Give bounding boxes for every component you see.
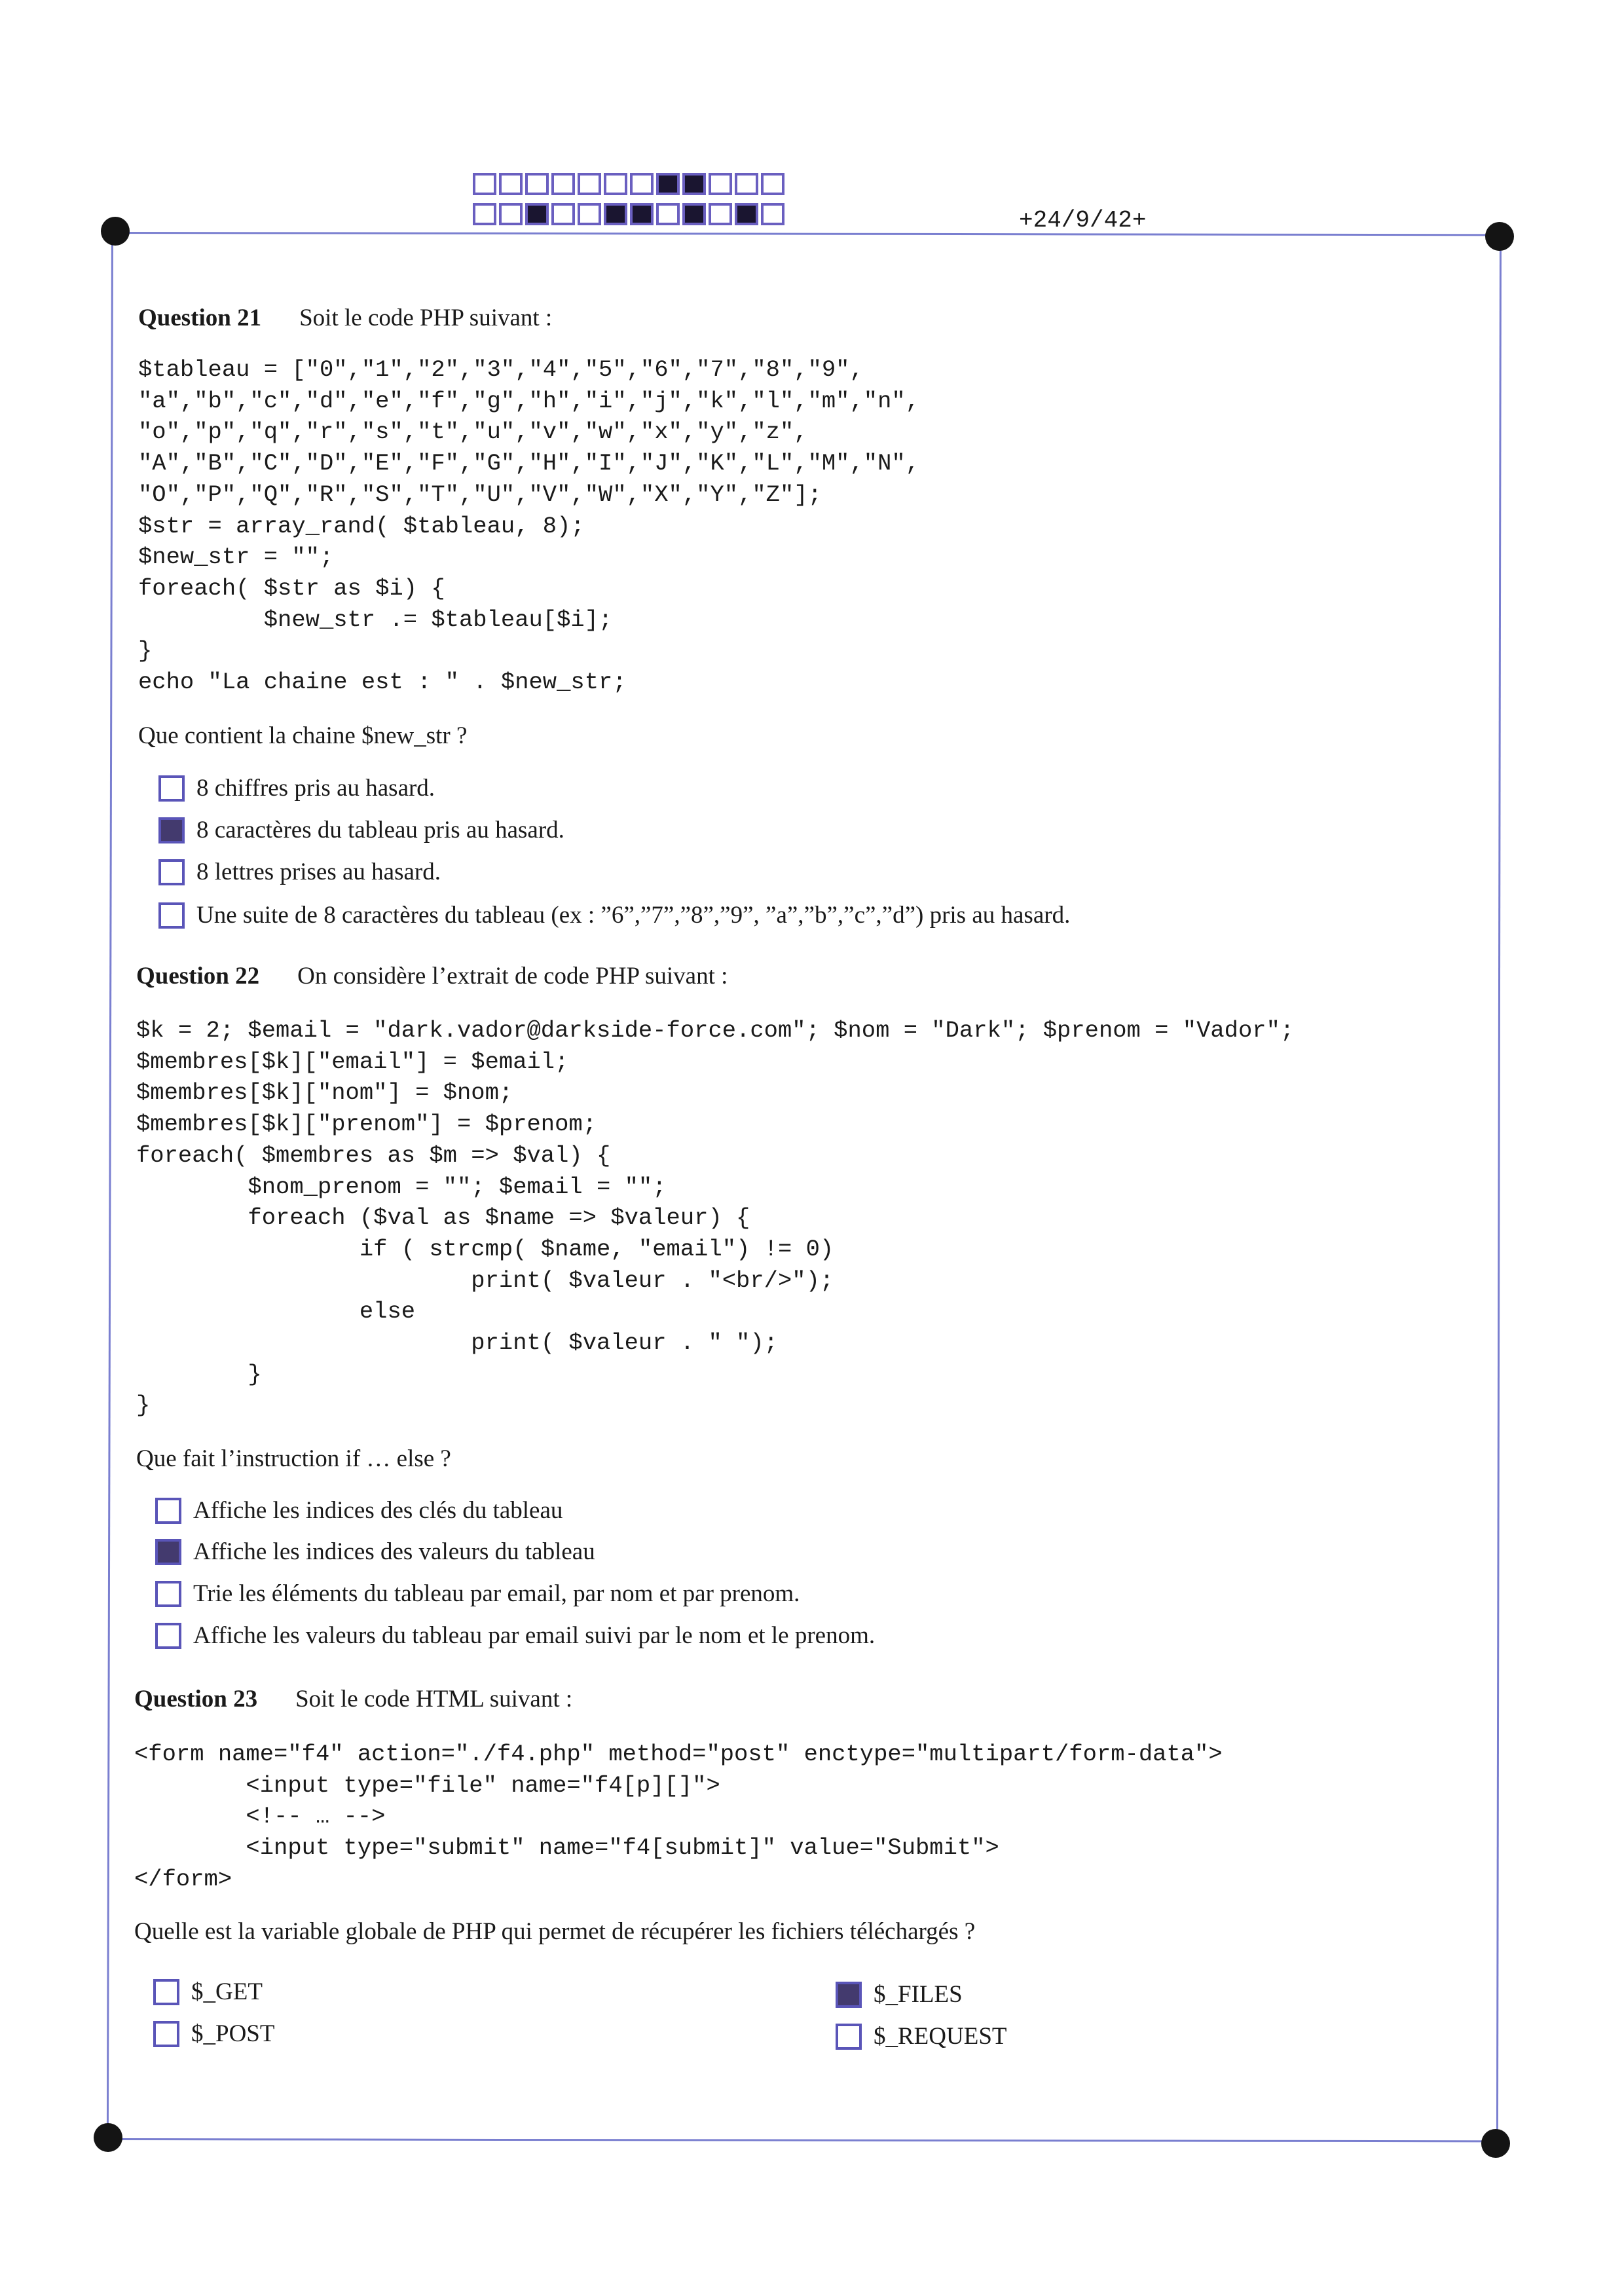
- answer-option[interactable]: [155, 1580, 800, 1608]
- answer-option[interactable]: [158, 901, 1070, 929]
- barcode-cell: [630, 173, 654, 195]
- frame-bottom-line: [107, 2138, 1498, 2142]
- answer-label: $_REQUEST: [874, 2023, 1007, 2050]
- checkbox[interactable]: [158, 817, 185, 843]
- question-23-header: [134, 1685, 572, 1713]
- answer-option[interactable]: [155, 1538, 595, 1566]
- answer-option[interactable]: [158, 858, 441, 886]
- question-21-header: [138, 304, 552, 332]
- checkbox[interactable]: [153, 1979, 179, 2005]
- answer-label: Affiche les indices des clés du tableau: [193, 1497, 563, 1524]
- checkbox[interactable]: [158, 775, 185, 802]
- barcode-cell: [499, 203, 523, 225]
- barcode-cell: [473, 173, 496, 195]
- answer-option[interactable]: [836, 2022, 1007, 2050]
- answer-option[interactable]: [836, 1980, 963, 2009]
- question-number: Question 21: [138, 305, 262, 331]
- corner-marker-top-left: [101, 217, 130, 246]
- question-23-code: <form name="f4" action="./f4.php" method="post" enctype="multipart/form-data"> <input type="file" name="f4[p][]"> <!-- … --> <input type="submit" name="f4[submit]" value="Submit"> </form>: [134, 1741, 1223, 1893]
- answer-option[interactable]: [155, 1496, 563, 1525]
- checkbox[interactable]: [155, 1581, 181, 1607]
- question-intro: Soit le code PHP suivant :: [299, 305, 553, 331]
- question-22-header: [136, 962, 728, 990]
- frame-left-line: [107, 233, 113, 2139]
- barcode-cell: [551, 203, 575, 225]
- barcode-cell: [709, 203, 732, 225]
- answer-label: $_FILES: [874, 1981, 963, 2008]
- checkbox[interactable]: [158, 902, 185, 929]
- corner-marker-bottom-right: [1481, 2129, 1510, 2158]
- question-22-prompt: Que fait l’instruction if … else ?: [136, 1445, 451, 1472]
- barcode-cell: [604, 173, 627, 195]
- answer-label: Affiche les indices des valeurs du tableau: [193, 1538, 595, 1565]
- barcode-cell: [551, 173, 575, 195]
- barcode-cell: [735, 173, 758, 195]
- barcode-row-1: [473, 173, 787, 195]
- checkbox[interactable]: [836, 1982, 862, 2008]
- answer-label: $_POST: [191, 2020, 275, 2047]
- checkbox[interactable]: [155, 1498, 181, 1524]
- barcode-cell: [473, 203, 496, 225]
- answer-option[interactable]: [153, 1978, 263, 2006]
- answer-label: 8 caractères du tableau pris au hasard.: [196, 817, 564, 843]
- frame-top-line: [111, 232, 1501, 236]
- checkbox[interactable]: [836, 2024, 862, 2050]
- question-23-prompt: Quelle est la variable globale de PHP qui permet de récupérer les fichiers téléchargés ?: [134, 1918, 976, 1945]
- checkbox[interactable]: [155, 1539, 181, 1565]
- barcode-cell: [525, 173, 549, 195]
- barcode-cell: [656, 173, 680, 195]
- question-intro: Soit le code HTML suivant :: [295, 1686, 573, 1713]
- barcode-cell: [761, 173, 784, 195]
- page-id: +24/9/42+: [1019, 207, 1147, 234]
- barcode-cell: [761, 203, 784, 225]
- barcode-row-2: [473, 203, 787, 225]
- question-number: Question 22: [136, 963, 260, 990]
- question-21-prompt: Que contient la chaine $new_str ?: [138, 722, 468, 749]
- checkbox[interactable]: [153, 2021, 179, 2047]
- checkbox[interactable]: [155, 1623, 181, 1649]
- barcode-cell: [630, 203, 654, 225]
- question-22-code: $k = 2; $email = "dark.vador@darkside-force.com"; $nom = "Dark"; $prenom = "Vador"; $membres[$k]["email"] = $email; $membres[$k]["nom"] = $nom; $membres[$k]["prenom"] = $prenom; foreach( $membres as $m => $val) { $nom_prenom = ""; $email = ""; foreach ($val as $name => $valeur) { if ( strcmp( $name, "email") != 0) print( $valeur . "<br/>"); else print( $valeur . " "); } }: [136, 1017, 1295, 1419]
- answer-label: Trie les éléments du tableau par email, par nom et par prenom.: [193, 1580, 800, 1607]
- answer-option[interactable]: [158, 816, 564, 844]
- answer-label: Une suite de 8 caractères du tableau (ex : ”6”,”7”,”8”,”9”, ”a”,”b”,”c”,”d”) pris au hasard.: [196, 902, 1071, 929]
- barcode-cell: [578, 173, 601, 195]
- barcode-cell: [682, 173, 706, 195]
- answer-label: 8 chiffres pris au hasard.: [196, 775, 435, 802]
- answer-label: 8 lettres prises au hasard.: [196, 859, 441, 885]
- answer-option[interactable]: [155, 1621, 875, 1650]
- barcode-cell: [525, 203, 549, 225]
- question-number: Question 23: [134, 1686, 258, 1713]
- frame-right-line: [1496, 236, 1502, 2139]
- question-21-code: $tableau = ["0","1","2","3","4","5","6","7","8","9", "a","b","c","d","e","f","g","h","i","j","k","l","m","n", "o","p","q","r","s","t","u","v","w","x","y","z", "A","B","C","D","E","F","G","H","I","J","K","L","M","N", "O","P","Q","R","S","T","U","V","W","X","Y","Z"]; $str = array_rand( $tableau, 8); $new_str = ""; foreach( $str as $i) { $new_str .= $tableau[$i]; } echo "La chaine est : " . $new_str;: [138, 356, 919, 696]
- barcode-cell: [709, 173, 732, 195]
- question-intro: On considère l’extrait de code PHP suivant :: [297, 963, 728, 990]
- barcode-cell: [604, 203, 627, 225]
- barcode-cell: [682, 203, 706, 225]
- answer-option[interactable]: [153, 2020, 274, 2048]
- answer-label: Affiche les valeurs du tableau par email suivi par le nom et le prenom.: [193, 1622, 876, 1649]
- answer-label: $_GET: [191, 1978, 263, 2005]
- barcode-cell: [578, 203, 601, 225]
- corner-marker-top-right: [1485, 222, 1514, 251]
- corner-marker-bottom-left: [94, 2123, 122, 2152]
- checkbox[interactable]: [158, 859, 185, 885]
- answer-option[interactable]: [158, 774, 435, 802]
- barcode-cell: [499, 173, 523, 195]
- barcode-cell: [735, 203, 758, 225]
- barcode-cell: [656, 203, 680, 225]
